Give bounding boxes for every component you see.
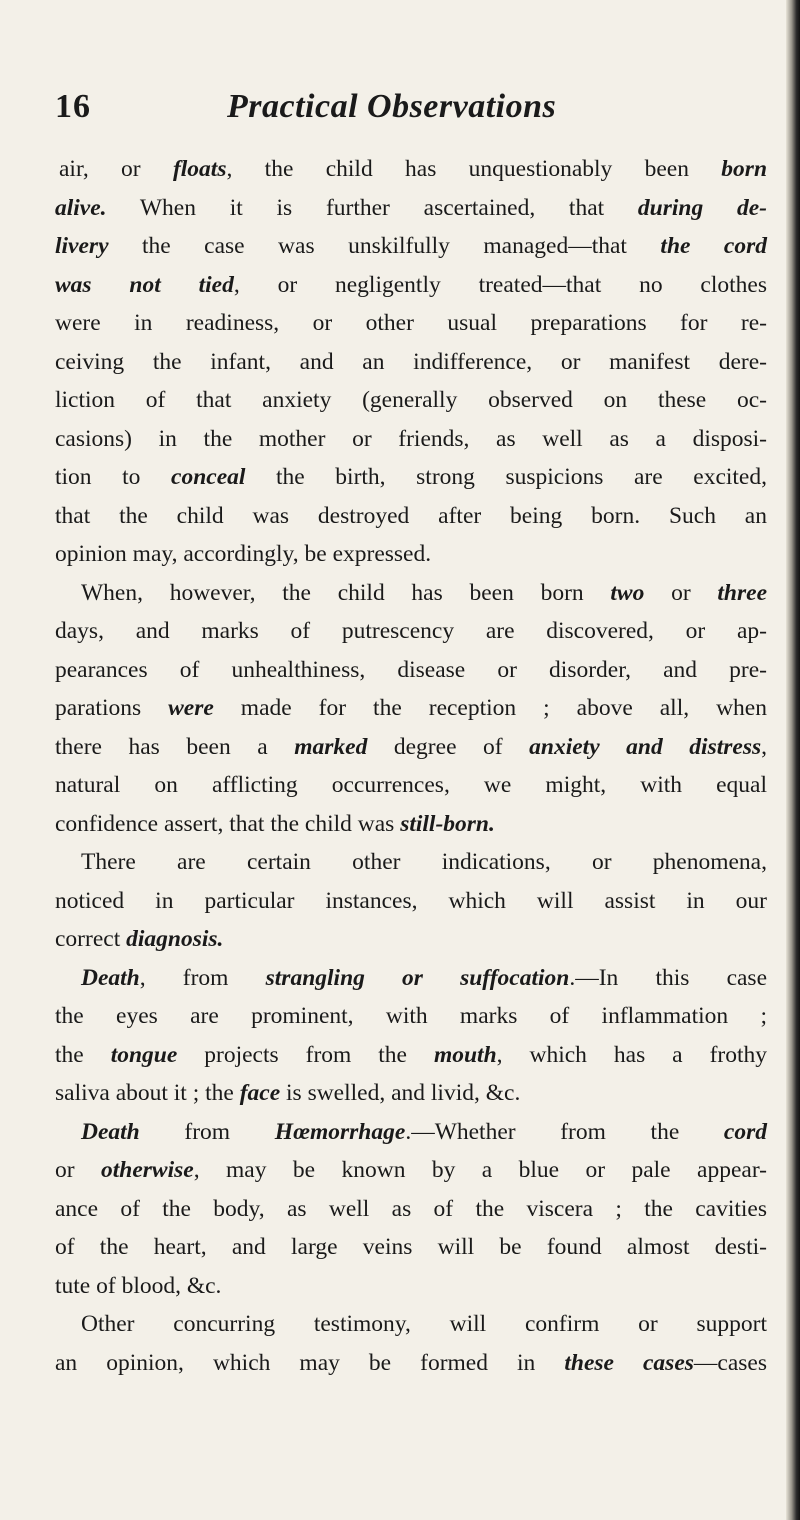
text-run: casions) in the mother or friends, as well as a disposi- xyxy=(55,425,767,452)
text-line xyxy=(55,843,767,882)
text-line xyxy=(55,805,767,844)
text-run: of the heart, and large veins will be found almost desti- xyxy=(55,1234,767,1260)
text-run: , or negligently treated—that no clothes xyxy=(233,271,767,298)
text-line xyxy=(55,728,767,767)
text-run: ceiving the infant, and an indifference, or manifest dere- xyxy=(55,348,767,375)
text-line xyxy=(55,266,767,305)
text-run: there has been a xyxy=(55,733,295,760)
italic-run: the cord xyxy=(660,233,767,259)
italic-run: strangling or suffocation xyxy=(265,964,570,991)
text-line xyxy=(55,1344,767,1383)
text-run: tute of blood, &c. xyxy=(55,1272,222,1299)
text-line xyxy=(55,1113,767,1152)
text-run: .—Whether from the xyxy=(405,1118,724,1145)
text-run: from xyxy=(139,1118,275,1145)
text-line xyxy=(55,189,767,228)
running-title: Practical Observations xyxy=(227,88,557,125)
italic-run: floats xyxy=(172,156,227,182)
italic-run: still-born. xyxy=(400,810,495,837)
text-line xyxy=(55,535,767,574)
text-run: projects from the xyxy=(177,1041,434,1068)
italic-run: cord xyxy=(723,1118,767,1145)
text-run: the xyxy=(55,1041,111,1068)
text-run: , from xyxy=(139,964,266,991)
text-line xyxy=(55,689,767,728)
text-run: days, and marks of putrescency are discovered, or ap- xyxy=(55,618,767,644)
text-run: Other concurring testimony, will confirm or support xyxy=(81,1311,767,1337)
text-run: When it is further ascertained, that xyxy=(106,194,638,221)
text-line xyxy=(55,1036,767,1075)
text-line xyxy=(55,574,767,613)
text-line xyxy=(55,227,767,266)
italic-run: two xyxy=(610,579,645,606)
italic-run: tongue xyxy=(110,1041,178,1068)
italic-run: three xyxy=(717,579,767,606)
text-run: —cases xyxy=(693,1349,767,1376)
text-run: , which has a frothy xyxy=(496,1041,768,1068)
italic-run: during de- xyxy=(637,194,767,221)
text-run: an opinion, which may be formed in xyxy=(55,1349,565,1376)
text-line xyxy=(55,497,767,536)
page-edge-shadow xyxy=(786,0,800,1520)
text-line xyxy=(55,343,767,382)
text-run: , xyxy=(761,733,767,760)
text-line xyxy=(55,997,767,1036)
text-line xyxy=(55,381,767,420)
text-run: or xyxy=(55,1157,101,1183)
italic-run: face xyxy=(239,1080,281,1106)
text-run: opinion may, accordingly, be expressed. xyxy=(55,541,432,567)
italic-run: Hœmorrhage xyxy=(274,1118,406,1145)
text-run: correct xyxy=(55,926,127,952)
text-line xyxy=(55,920,767,959)
text-run: the case was unskilfully managed—that xyxy=(108,233,661,259)
text-line xyxy=(55,959,767,998)
text-run: noticed in particular instances, which will assist in our xyxy=(55,887,767,914)
text-line xyxy=(55,1305,767,1344)
italic-run: Death xyxy=(81,964,140,991)
italic-run: these cases xyxy=(564,1349,694,1376)
text-run: that the child was destroyed after being born. Such an xyxy=(55,502,767,529)
italic-run: marked xyxy=(294,733,368,760)
text-run: or xyxy=(644,579,718,606)
text-run: the eyes are prominent, with marks of inflammation ; xyxy=(55,1003,767,1029)
italic-run: was not tied xyxy=(55,271,234,298)
text-run: There are certain other indications, or phenomena, xyxy=(81,849,767,875)
text-line xyxy=(55,458,767,497)
text-line xyxy=(55,1190,767,1229)
italic-run: livery xyxy=(55,233,109,259)
text-line xyxy=(55,1228,767,1267)
text-run: When, however, the child has been born xyxy=(81,579,611,606)
text-run: , the child has unquestionably been xyxy=(226,156,722,182)
italic-run: conceal xyxy=(171,464,246,490)
page-number: 16 xyxy=(55,88,91,125)
text-run: degree of xyxy=(367,733,530,760)
text-line xyxy=(55,651,767,690)
italic-run: mouth xyxy=(433,1041,497,1068)
text-run: confidence assert, that the child was xyxy=(55,810,401,837)
text-run: liction of that anxiety (generally observed on these oc- xyxy=(55,387,767,413)
text-run: made for the reception ; above all, when xyxy=(213,695,767,721)
text-run: , may be known by a blue or pale appear- xyxy=(193,1157,767,1183)
body-text xyxy=(55,150,767,1382)
text-line xyxy=(55,1074,767,1113)
text-line xyxy=(55,766,767,805)
italic-run: were xyxy=(168,695,214,721)
text-line xyxy=(55,150,767,189)
text-run: tion to xyxy=(55,464,172,490)
text-run: the birth, strong suspicions are excited, xyxy=(245,464,767,490)
text-run: parations xyxy=(55,695,169,721)
text-run: air, or xyxy=(59,156,173,182)
text-run: .—In this case xyxy=(569,964,768,991)
italic-run: Death xyxy=(81,1118,140,1145)
page-header xyxy=(55,88,755,136)
text-run: natural on afflicting occurrences, we might, with equal xyxy=(55,772,767,798)
text-run: is swelled, and livid, &c. xyxy=(280,1080,521,1106)
text-run: saliva about it ; the xyxy=(55,1080,240,1106)
text-run: were in readiness, or other usual preparations for re- xyxy=(55,310,767,336)
italic-run: diagnosis. xyxy=(126,926,224,952)
italic-run: alive. xyxy=(55,194,107,221)
text-line xyxy=(55,1267,767,1306)
text-line xyxy=(55,1151,767,1190)
text-line xyxy=(55,420,767,459)
text-line xyxy=(55,882,767,921)
text-line xyxy=(55,612,767,651)
italic-run: born xyxy=(721,156,768,182)
text-line xyxy=(55,304,767,343)
italic-run: otherwise xyxy=(101,1157,194,1183)
text-run: ance of the body, as well as of the viscera ; the cavities xyxy=(55,1195,767,1222)
text-run: pearances of unhealthiness, disease or disorder, and pre- xyxy=(55,656,767,683)
italic-run: anxiety and distress xyxy=(529,733,762,760)
